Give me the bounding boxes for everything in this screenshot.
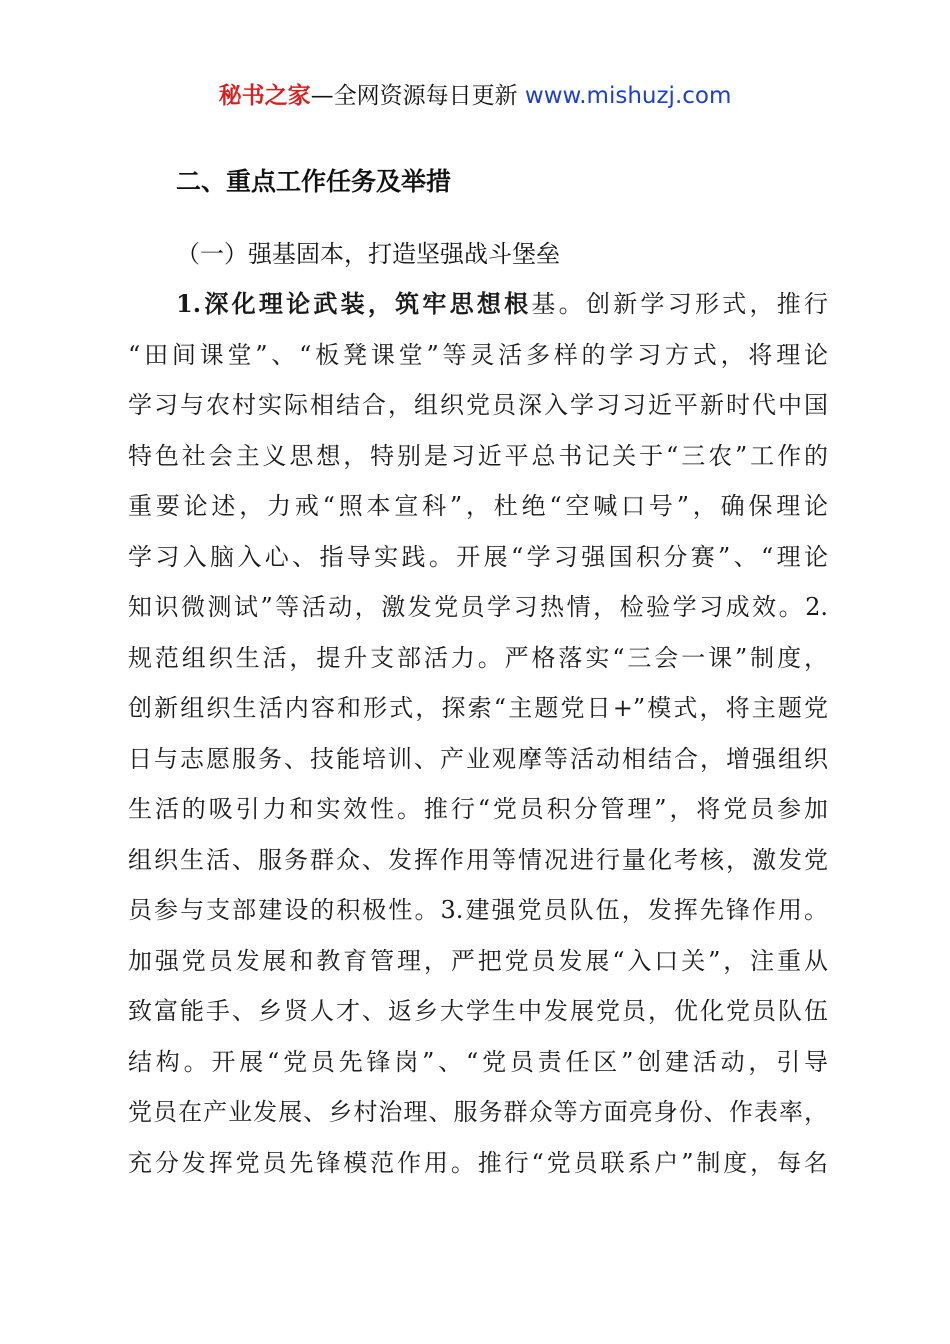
- paragraph-line: 学习入脑入心、指导实践。开展“学习强国积分赛”、“理论: [128, 543, 828, 571]
- paragraph-line: 重要论述，力戒“照本宣科”，杜绝“空喊口号”，确保理论: [128, 492, 828, 520]
- paragraph-line: 特色社会主义思想，特别是习近平总书记关于“三农”工作的: [128, 442, 828, 470]
- paragraph-line: 创新组织生活内容和形式，探索“主题党日+”模式，将主题党: [128, 694, 828, 722]
- paragraph-line-first: [176, 287, 828, 321]
- paragraph-line: 结构。开展“党员先锋岗”、“党员责任区”创建活动，引导: [128, 1048, 828, 1076]
- paragraph-line: 充分发挥党员先锋模范作用。推行“党员联系户”制度，每名: [128, 1149, 828, 1177]
- subsection-heading: （一）强基固本，打造坚强战斗堡垒: [176, 240, 560, 268]
- paragraph-line: “田间课堂”、“板凳课堂”等灵活多样的学习方式，将理论: [128, 341, 828, 369]
- paragraph-line: 日与志愿服务、技能培训、产业观摩等活动相结合，增强组织: [128, 745, 828, 773]
- paragraph-line: 致富能手、乡贤人才、返乡大学生中发展党员，优化党员队伍: [128, 997, 828, 1025]
- brand-name: 秘书之家: [218, 83, 311, 109]
- header-tagline: —全网资源每日更新: [310, 83, 518, 109]
- site-url[interactable]: www.mishuzj.com: [517, 83, 732, 109]
- site-header: [0, 80, 950, 112]
- paragraph-line: 生活的吸引力和实效性。推行“党员积分管理”，将党员参加: [128, 795, 828, 823]
- paragraph-line: 组织生活、服务群众、发挥作用等情况进行量化考核，激发党: [128, 846, 828, 874]
- paragraph-line: 加强党员发展和教育管理，严把党员发展“入口关”，注重从: [128, 947, 828, 975]
- paragraph-line: 员参与支部建设的积极性。3.建强党员队伍，发挥先锋作用。: [128, 896, 828, 924]
- paragraph-line: 规范组织生活，提升支部活力。严格落实“三会一课”制度，: [128, 644, 828, 672]
- section-heading: 二、重点工作任务及举措: [176, 167, 452, 196]
- item-title-bold: 1.深化理论武装，筑牢思想根: [176, 289, 532, 318]
- first-line-text: 基。创新学习形式，推行: [531, 290, 829, 318]
- paragraph-line: 学习与农村实际相结合，组织党员深入学习习近平新时代中国: [128, 391, 828, 419]
- paragraph-line: 知识微测试”等活动，激发党员学习热情，检验学习成效。2.: [128, 593, 828, 621]
- paragraph-line: 党员在产业发展、乡村治理、服务群众等方面亮身份、作表率，: [128, 1098, 828, 1126]
